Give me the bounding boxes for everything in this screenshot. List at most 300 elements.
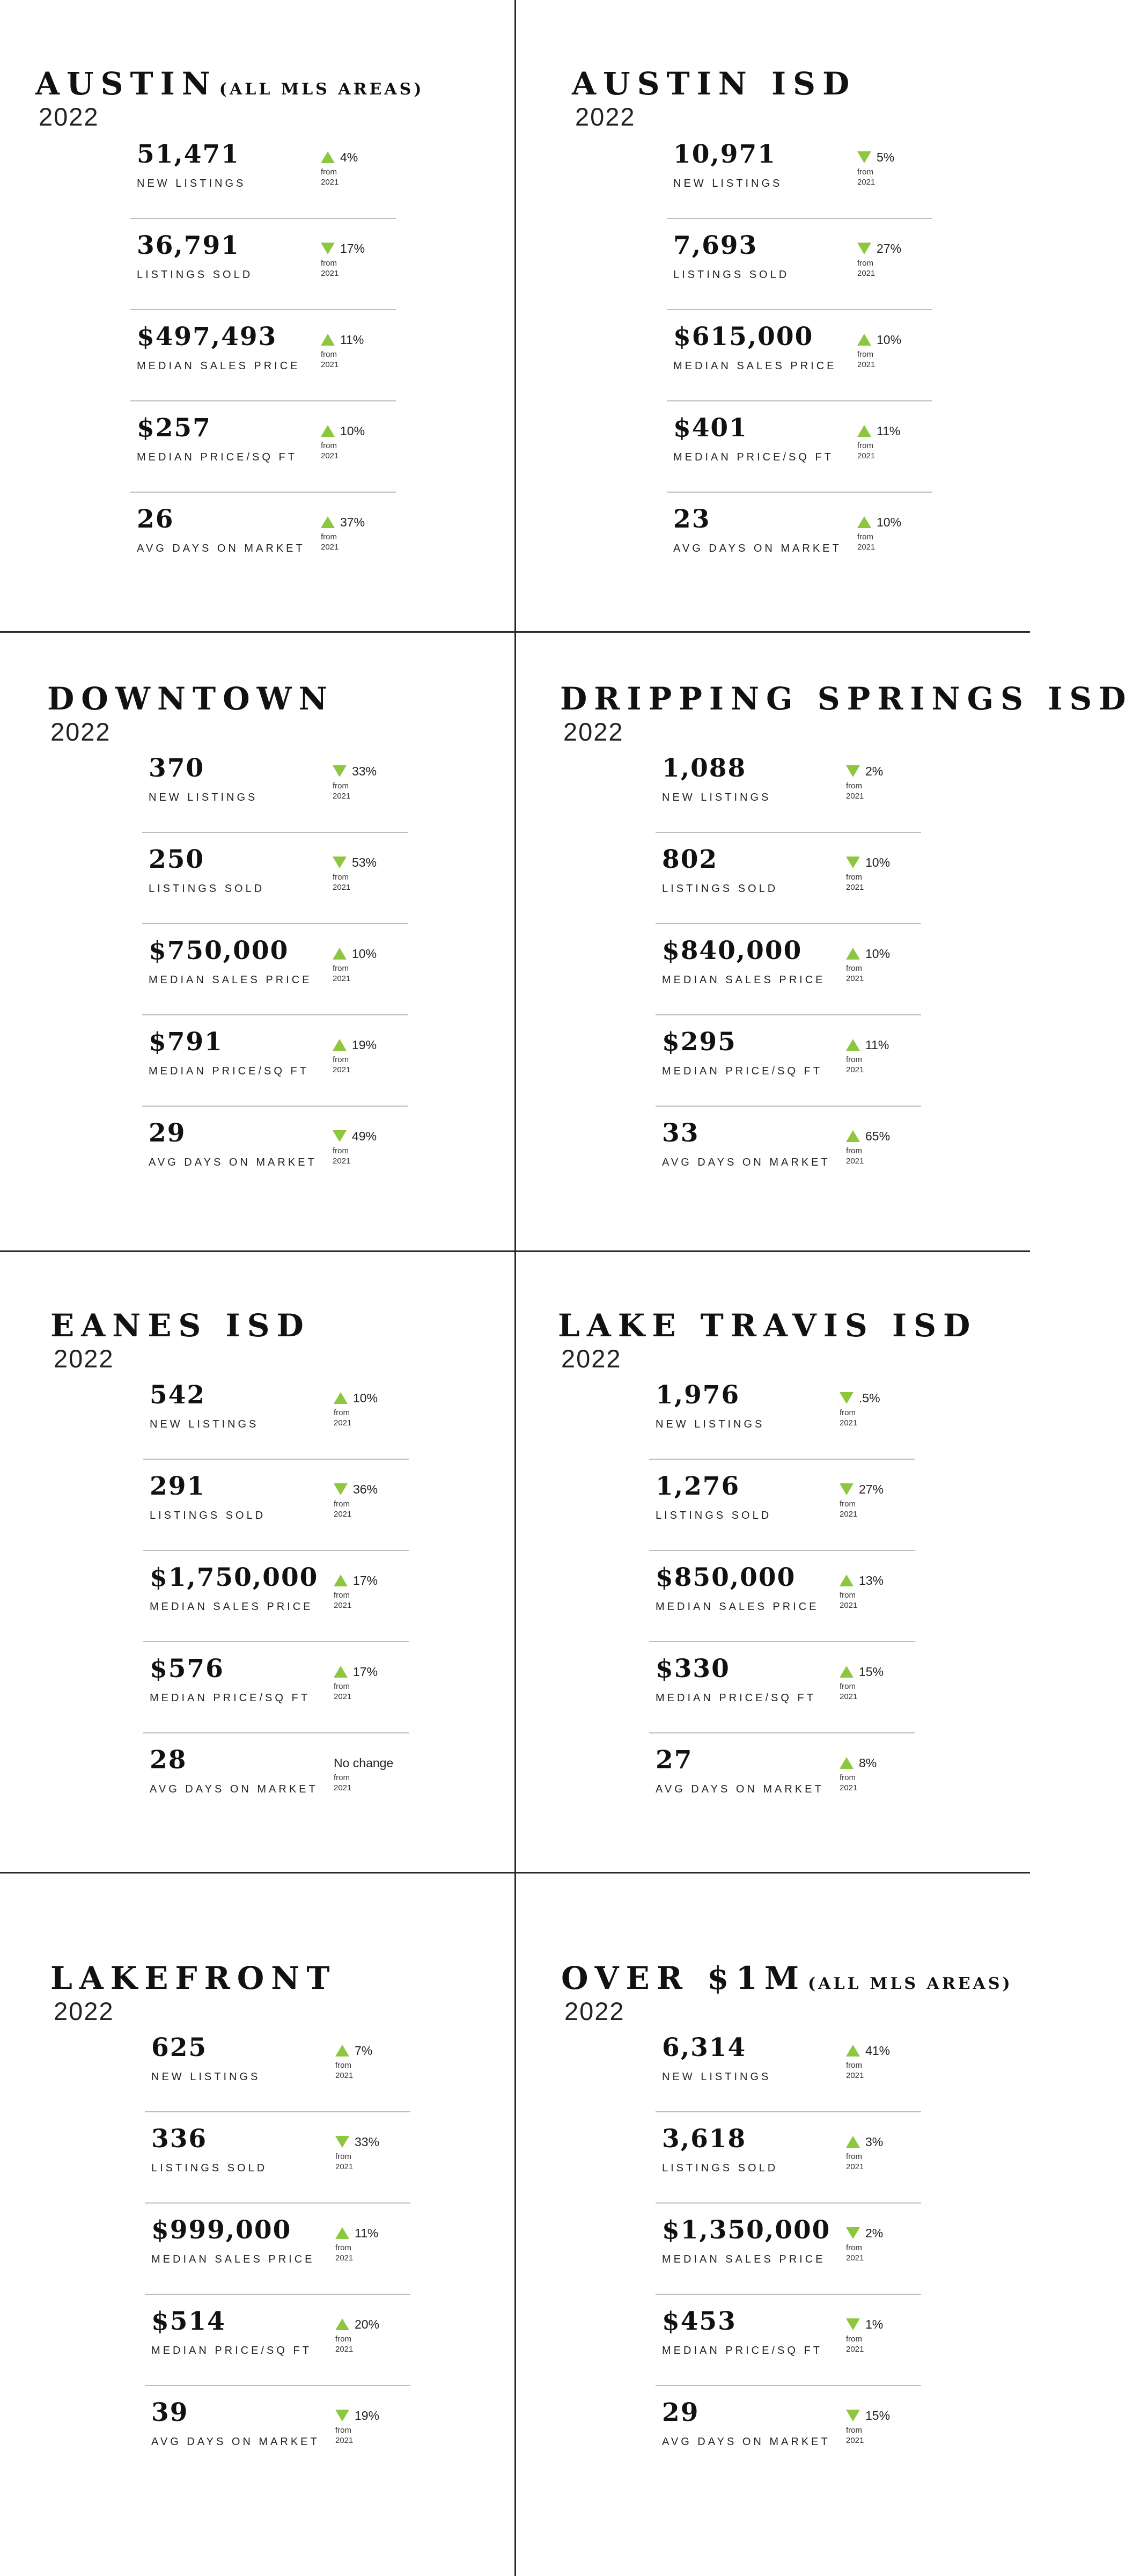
stat-change [840, 1482, 920, 1519]
panel-title-text: EANES ISD [50, 1307, 311, 1344]
change-from-label: from [857, 259, 873, 268]
stat-label: MEDIAN PRICE/SQ FT [673, 451, 834, 463]
stat-label: MEDIAN SALES PRICE [149, 974, 312, 986]
stat-change [334, 1574, 414, 1611]
stat-value: $850,000 [656, 1563, 796, 1592]
panel-title-text: OVER $1M [561, 1960, 806, 1996]
stat-value: 28 [150, 1745, 187, 1775]
stat-value: $514 [151, 2307, 226, 2336]
stat-label: AVG DAYS ON MARKET [149, 1157, 317, 1168]
change-from-label: from [334, 1499, 350, 1509]
change-from-label: from [846, 2061, 862, 2070]
change-from-label: from [846, 781, 862, 791]
change-percent: 11% [877, 423, 901, 438]
arrow-down-icon [333, 1130, 347, 1142]
change-from-label: from [335, 2243, 351, 2252]
change-percent: 27% [877, 241, 902, 255]
arrow-down-icon [846, 2318, 860, 2330]
change-from-year: 2021 [857, 543, 876, 552]
stats-list [667, 128, 932, 583]
change-from-label: from [321, 167, 337, 177]
stat-value: $497,493 [137, 322, 277, 352]
stat-change [846, 2135, 926, 2172]
stat-value: $295 [662, 1027, 737, 1057]
stat-change [335, 2226, 416, 2263]
change-from-year: 2021 [321, 543, 339, 552]
change-percent: 10% [352, 946, 377, 961]
stat-value: $840,000 [662, 936, 803, 965]
panel-title [572, 65, 856, 102]
arrow-up-icon [333, 1039, 347, 1051]
change-from-year: 2021 [333, 1065, 351, 1074]
change-from-year: 2021 [846, 883, 864, 892]
stat-label: MEDIAN SALES PRICE [137, 360, 300, 372]
arrow-up-icon [333, 948, 347, 960]
stat-value: 542 [150, 1380, 206, 1410]
stat-change [857, 333, 938, 370]
change-percent: 49% [352, 1129, 377, 1143]
arrow-up-icon [335, 2045, 349, 2057]
stat-change [321, 150, 401, 187]
panel-title-text: AUSTIN [35, 65, 217, 102]
change-percent: 1% [865, 2317, 884, 2331]
arrow-up-icon [846, 948, 860, 960]
arrow-down-icon [840, 1483, 854, 1495]
stat-row [656, 2202, 921, 2294]
change-percent: 3% [865, 2134, 884, 2149]
change-from-label: from [846, 964, 862, 973]
change-percent: 17% [353, 1664, 378, 1679]
change-from-label: from [334, 1408, 350, 1417]
stat-row [130, 309, 396, 400]
change-percent: 36% [353, 1482, 378, 1496]
panel-title [35, 65, 424, 102]
stat-change [334, 1665, 414, 1702]
change-percent: No change [334, 1755, 394, 1770]
stat-label: MEDIAN PRICE/SQ FT [149, 1065, 309, 1077]
stat-value: 291 [150, 1472, 206, 1501]
arrow-up-icon [321, 425, 335, 437]
stat-value: $791 [149, 1027, 223, 1057]
stats-list [145, 2021, 410, 2476]
change-from-label: from [840, 1773, 856, 1782]
change-from-year: 2021 [846, 1065, 864, 1074]
stat-value: $330 [656, 1654, 730, 1684]
arrow-up-icon [846, 1130, 860, 1142]
stat-row [667, 128, 932, 218]
arrow-up-icon [840, 1666, 854, 1678]
change-percent: 17% [340, 241, 365, 255]
stat-label: MEDIAN PRICE/SQ FT [656, 1692, 816, 1704]
stat-value: 6,314 [662, 2033, 747, 2062]
stat-row [656, 2111, 921, 2202]
panel-title-text: AUSTIN ISD [572, 65, 857, 102]
change-from-label: from [321, 259, 337, 268]
arrow-up-icon [321, 151, 335, 163]
stat-label: NEW LISTINGS [662, 792, 771, 803]
stat-row [130, 400, 396, 492]
panel-title-text: DOWNTOWN [47, 680, 334, 717]
change-from-year: 2021 [335, 2071, 354, 2080]
change-percent: 19% [352, 1037, 377, 1052]
change-percent: 53% [352, 855, 377, 869]
stat-row [130, 218, 396, 309]
change-percent: 10% [877, 515, 902, 529]
stat-change [846, 2226, 926, 2263]
panel-year: 2022 [564, 1997, 625, 2025]
change-from-label: from [846, 2152, 862, 2161]
change-from-year: 2021 [857, 178, 876, 187]
change-percent: 11% [340, 332, 364, 347]
stat-change [840, 1756, 920, 1793]
change-from-year: 2021 [321, 451, 339, 460]
change-from-label: from [334, 1591, 350, 1600]
stat-row [656, 832, 921, 923]
panel-subtitle: (ALL MLS AREAS) [808, 1974, 1013, 1993]
arrow-down-icon [333, 857, 347, 868]
change-from-label: from [846, 2426, 862, 2435]
stat-change [846, 2317, 926, 2354]
stat-value: 1,976 [656, 1380, 740, 1410]
stat-row [142, 742, 408, 832]
change-from-year: 2021 [840, 1510, 858, 1519]
change-from-year: 2021 [321, 360, 339, 369]
change-from-label: from [333, 1055, 349, 1064]
stat-row [656, 2385, 921, 2476]
stat-value: $1,350,000 [662, 2215, 831, 2245]
stat-value: 36,791 [137, 231, 240, 260]
change-from-label: from [333, 1146, 349, 1155]
stat-change [333, 764, 413, 801]
change-from-year: 2021 [846, 2436, 864, 2445]
stat-change [333, 855, 413, 892]
change-from-label: from [840, 1408, 856, 1417]
panel-year: 2022 [54, 1344, 114, 1373]
arrow-down-icon [857, 151, 871, 163]
stat-label: MEDIAN PRICE/SQ FT [150, 1692, 310, 1704]
panel-year: 2022 [563, 718, 624, 746]
stat-change [334, 1391, 414, 1428]
stat-row [656, 2294, 921, 2385]
market-panel [0, 1252, 515, 1874]
change-from-year: 2021 [333, 883, 351, 892]
change-from-label: from [846, 1146, 862, 1155]
stat-change [321, 515, 401, 552]
arrow-up-icon [335, 2318, 349, 2330]
stat-label: NEW LISTINGS [149, 792, 258, 803]
change-from-year: 2021 [840, 1601, 858, 1610]
stat-row [656, 2021, 921, 2111]
change-percent: 19% [355, 2408, 380, 2423]
stat-change [846, 855, 926, 892]
arrow-up-icon [846, 1039, 860, 1051]
stats-list [142, 742, 408, 1197]
stat-change [846, 2044, 926, 2081]
stat-change [840, 1665, 920, 1702]
change-from-year: 2021 [857, 269, 876, 278]
change-percent: 10% [865, 855, 891, 869]
arrow-down-icon [857, 243, 871, 254]
change-percent: 41% [865, 2043, 891, 2058]
change-percent: 33% [352, 764, 377, 778]
change-from-year: 2021 [333, 792, 351, 801]
market-panel [515, 1252, 1030, 1874]
panel-subtitle: (ALL MLS AREAS) [219, 80, 424, 99]
change-from-label: from [333, 964, 349, 973]
stat-change [333, 1038, 413, 1075]
stat-value: 370 [149, 753, 205, 783]
panel-year: 2022 [50, 718, 111, 746]
change-from-label: from [334, 1682, 350, 1691]
change-percent: 5% [877, 150, 895, 164]
stat-value: $1,750,000 [150, 1563, 319, 1592]
stats-list [143, 1368, 409, 1824]
stat-change [857, 241, 938, 279]
change-from-year: 2021 [846, 2162, 864, 2171]
panel-title-text: LAKE TRAVIS ISD [558, 1307, 977, 1344]
panel-title [558, 1307, 977, 1344]
arrow-down-icon [846, 857, 860, 868]
stat-label: NEW LISTINGS [656, 1418, 765, 1430]
stat-label: LISTINGS SOLD [662, 883, 778, 895]
stat-row [143, 1732, 409, 1824]
stat-label: NEW LISTINGS [137, 178, 246, 189]
arrow-down-icon [846, 2410, 860, 2421]
change-from-year: 2021 [335, 2162, 354, 2171]
change-from-label: from [333, 781, 349, 791]
panel-title [47, 680, 334, 717]
change-percent: 2% [865, 764, 884, 778]
stat-row [130, 128, 396, 218]
stat-value: 29 [662, 2398, 700, 2427]
change-from-label: from [335, 2426, 351, 2435]
stat-label: MEDIAN PRICE/SQ FT [662, 1065, 822, 1077]
stat-row [143, 1641, 409, 1732]
change-from-year: 2021 [846, 2345, 864, 2354]
stat-row [142, 1014, 408, 1106]
arrow-up-icon [334, 1392, 348, 1404]
panel-title [561, 1960, 1013, 1996]
change-from-year: 2021 [846, 2071, 864, 2080]
change-from-year: 2021 [857, 451, 876, 460]
change-percent: 10% [877, 332, 902, 347]
stat-label: MEDIAN PRICE/SQ FT [151, 2345, 312, 2357]
change-percent: 8% [859, 1755, 877, 1770]
change-from-year: 2021 [333, 1157, 351, 1166]
change-from-label: from [846, 1055, 862, 1064]
panel-title-text: DRIPPING SPRINGS ISD [560, 680, 1133, 717]
change-from-year: 2021 [840, 1418, 858, 1428]
change-percent: 20% [355, 2317, 380, 2331]
stat-change [334, 1756, 414, 1793]
stat-change [840, 1574, 920, 1611]
change-percent: 65% [865, 1129, 891, 1143]
stat-row [656, 742, 921, 832]
stat-change [321, 424, 401, 461]
change-from-label: from [334, 1773, 350, 1782]
stat-change [857, 424, 938, 461]
change-percent: 37% [340, 515, 365, 529]
stat-label: NEW LISTINGS [150, 1418, 259, 1430]
stat-label: LISTINGS SOLD [149, 883, 265, 895]
panel-title [50, 1307, 311, 1344]
change-from-label: from [846, 2334, 862, 2344]
change-from-year: 2021 [846, 1157, 864, 1166]
arrow-down-icon [335, 2136, 349, 2148]
stat-label: LISTINGS SOLD [673, 269, 790, 281]
change-from-year: 2021 [840, 1692, 858, 1701]
stat-change [840, 1391, 920, 1428]
change-from-label: from [335, 2061, 351, 2070]
change-from-year: 2021 [334, 1783, 352, 1792]
stat-value: 7,693 [673, 231, 758, 260]
stat-label: AVG DAYS ON MARKET [151, 2436, 320, 2448]
arrow-down-icon [846, 2227, 860, 2239]
change-percent: 13% [859, 1573, 884, 1587]
change-from-year: 2021 [840, 1783, 858, 1792]
stat-label: AVG DAYS ON MARKET [137, 543, 305, 554]
stat-row [667, 492, 932, 583]
stat-label: MEDIAN SALES PRICE [662, 974, 826, 986]
stat-row [667, 218, 932, 309]
stat-row [143, 1459, 409, 1550]
stat-label: AVG DAYS ON MARKET [150, 1783, 318, 1795]
change-percent: 10% [340, 423, 365, 438]
change-from-label: from [321, 532, 337, 541]
stat-label: NEW LISTINGS [662, 2071, 771, 2083]
stat-value: 802 [662, 845, 718, 874]
stat-change [333, 1129, 413, 1166]
stat-value: $999,000 [151, 2215, 292, 2245]
change-percent: 15% [865, 2408, 891, 2423]
stat-label: AVG DAYS ON MARKET [662, 1157, 830, 1168]
change-from-year: 2021 [334, 1418, 352, 1428]
panel-title [560, 680, 1133, 717]
stat-label: MEDIAN SALES PRICE [151, 2253, 315, 2265]
stat-value: 250 [149, 845, 205, 874]
change-from-label: from [846, 2243, 862, 2252]
stat-change [333, 947, 413, 984]
arrow-down-icon [846, 765, 860, 777]
stat-row [130, 492, 396, 583]
stat-row [656, 923, 921, 1014]
stats-list [656, 2021, 921, 2476]
market-panel [0, 1873, 515, 2496]
change-from-label: from [333, 873, 349, 882]
stat-label: MEDIAN SALES PRICE [662, 2253, 826, 2265]
stat-change [857, 515, 938, 552]
arrow-down-icon [321, 243, 335, 254]
change-from-year: 2021 [334, 1601, 352, 1610]
change-from-year: 2021 [334, 1510, 352, 1519]
change-percent: 4% [340, 150, 358, 164]
arrow-up-icon [857, 425, 871, 437]
arrow-down-icon [335, 2410, 349, 2421]
stat-row [143, 1550, 409, 1641]
stat-label: MEDIAN PRICE/SQ FT [662, 2345, 822, 2357]
stat-row [649, 1732, 915, 1824]
stat-change [846, 764, 926, 801]
stat-change [846, 1038, 926, 1075]
change-from-label: from [857, 441, 873, 450]
stat-label: LISTINGS SOLD [662, 2162, 778, 2174]
change-percent: .5% [859, 1391, 880, 1405]
stat-label: LISTINGS SOLD [151, 2162, 268, 2174]
change-from-year: 2021 [857, 360, 876, 369]
stat-row [142, 923, 408, 1014]
stat-row [145, 2202, 410, 2294]
stat-row [142, 1106, 408, 1197]
stat-change [335, 2317, 416, 2354]
arrow-up-icon [334, 1575, 348, 1586]
stats-list [649, 1368, 915, 1824]
stat-change [335, 2044, 416, 2081]
stat-row [649, 1368, 915, 1459]
market-panel [515, 1873, 1030, 2496]
change-from-year: 2021 [335, 2436, 354, 2445]
market-panel [515, 632, 1133, 1255]
stat-value: $257 [137, 413, 211, 443]
change-percent: 11% [865, 1037, 889, 1052]
stat-change [846, 947, 926, 984]
stat-value: 1,276 [656, 1472, 740, 1501]
stat-change [335, 2135, 416, 2172]
stat-change [857, 150, 938, 187]
stat-value: 1,088 [662, 753, 747, 783]
stat-label: MEDIAN SALES PRICE [673, 360, 837, 372]
panel-year: 2022 [561, 1344, 622, 1373]
arrow-up-icon [840, 1757, 854, 1769]
stat-value: 29 [149, 1118, 186, 1148]
change-from-label: from [840, 1682, 856, 1691]
stat-value: $615,000 [673, 322, 814, 352]
stat-value: 51,471 [137, 140, 240, 169]
stat-value: 625 [151, 2033, 208, 2062]
stat-value: 3,618 [662, 2124, 747, 2154]
arrow-down-icon [334, 1483, 348, 1495]
stat-value: $576 [150, 1654, 224, 1684]
stat-label: NEW LISTINGS [151, 2071, 261, 2083]
change-percent: 7% [355, 2043, 373, 2058]
stat-change [846, 2409, 926, 2446]
change-percent: 10% [353, 1391, 378, 1405]
market-panel [0, 0, 515, 623]
panel-title-text: LAKEFRONT [50, 1960, 337, 1996]
stat-change [334, 1482, 414, 1519]
stat-value: 33 [662, 1118, 700, 1148]
arrow-up-icon [335, 2227, 349, 2239]
stat-value: $750,000 [149, 936, 289, 965]
stat-label: MEDIAN SALES PRICE [656, 1601, 819, 1613]
arrow-up-icon [857, 334, 871, 346]
change-from-year: 2021 [846, 974, 864, 983]
change-from-label: from [335, 2152, 351, 2161]
arrow-up-icon [321, 516, 335, 528]
change-from-year: 2021 [321, 178, 339, 187]
change-percent: 17% [353, 1573, 378, 1587]
stat-value: 39 [151, 2398, 189, 2427]
arrow-up-icon [857, 516, 871, 528]
stat-change [846, 1129, 926, 1166]
stat-row [145, 2111, 410, 2202]
change-from-label: from [321, 441, 337, 450]
stat-row [656, 1014, 921, 1106]
change-from-year: 2021 [333, 974, 351, 983]
stat-change [321, 241, 401, 279]
stat-row [649, 1641, 915, 1732]
stats-list [656, 742, 921, 1197]
stat-row [142, 832, 408, 923]
